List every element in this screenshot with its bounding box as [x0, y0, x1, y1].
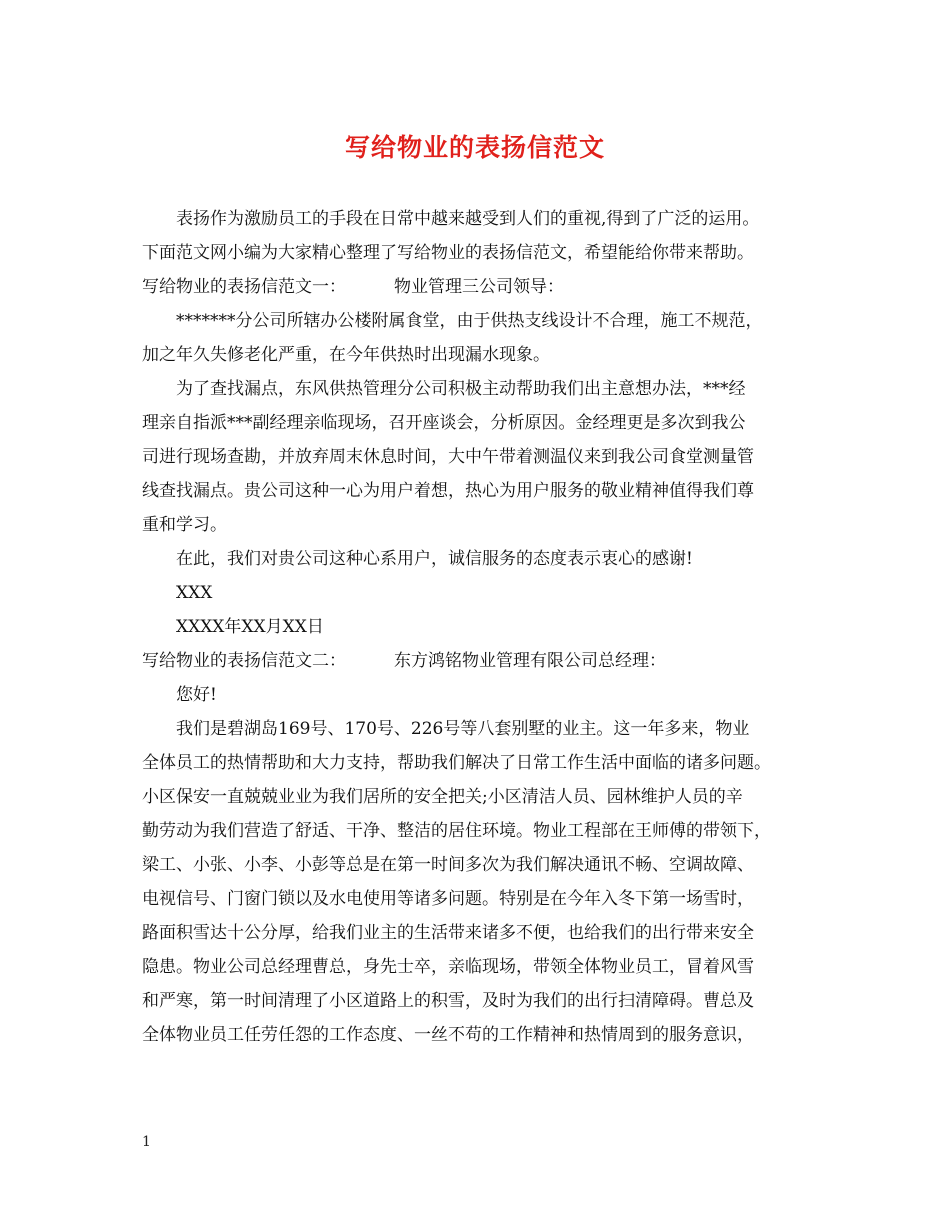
paragraph-line: 路面积雪达十公分厚，给我们业主的生活带来诸多不便，也给我们的出行带来安全 — [142, 923, 754, 943]
document-body — [142, 202, 832, 1052]
paragraph-line: 隐患。物业公司总经理曹总，身先士卒，亲临现场，带领全体物业员工，冒着风雪 — [142, 957, 754, 977]
section-heading-line — [142, 644, 832, 678]
paragraph-line: 全体员工的热情帮助和大力支持，帮助我们解决了日常工作生活中面临的诸多问题。 — [142, 753, 771, 773]
paragraph-line: *******分公司所辖办公楼附属食堂，由于供热支线设计不合理，施工不规范， — [176, 311, 763, 331]
paragraph-line: 司进行现场查勘，并放弃周末休息时间，大中午带着测温仪来到我公司食堂测量管 — [142, 447, 754, 467]
section-heading-line — [142, 270, 832, 304]
paragraph-line: 在此，我们对贵公司这种心系用户，诚信服务的态度表示衷心的感谢! — [176, 549, 693, 569]
paragraph-line: 为了查找漏点，东风供热管理分公司积极主动帮助我们出主意想办法，***经 — [176, 379, 746, 399]
signature-date: XXXX年XX月XX日 — [176, 617, 324, 637]
paragraph-line: 下面范文网小编为大家精心整理了写给物业的表扬信范文，希望能给你带来帮助。 — [142, 243, 754, 263]
paragraph-line: 重和学习。 — [142, 515, 227, 535]
paragraph-line: 加之年久失修老化严重，在今年供热时出现漏水现象。 — [142, 345, 550, 365]
paragraph-line: 全体物业员工任劳任怨的工作态度、一丝不苟的工作精神和热情周到的服务意识， — [142, 1025, 754, 1045]
paragraph-line: 线查找漏点。贵公司这种一心为用户着想，热心为用户服务的敬业精神值得我们尊 — [142, 481, 754, 501]
paragraph-line: 勤劳动为我们营造了舒适、干净、整洁的居住环境。物业工程部在王师傅的带领下， — [142, 821, 771, 841]
section-heading: 写给物业的表扬信范文一： — [142, 277, 346, 297]
paragraph-line: 小区保安一直兢兢业业为我们居所的安全把关;小区清洁人员、园林维护人员的辛 — [142, 787, 743, 807]
paragraph-line: 电视信号、门窗门锁以及水电使用等诸多问题。特别是在今年入冬下第一场雪时， — [142, 889, 754, 909]
paragraph-line: 理亲自指派***副经理亲临现场，召开座谈会，分析原因。金经理更是多次到我公 — [142, 413, 746, 433]
document-title: 写给物业的表扬信范文 — [344, 133, 605, 162]
paragraph-line: 表扬作为激励员工的手段在日常中越来越受到人们的重视,得到了广泛的运用。 — [176, 209, 760, 229]
paragraph-line: 我们是碧湖岛169号、170号、226号等八套别墅的业主。这一年多来，物业 — [176, 719, 750, 739]
salutation: 东方鸿铭物业管理有限公司总经理： — [394, 651, 666, 671]
paragraph-line: 和严寒，第一时间清理了小区道路上的积雪，及时为我们的出行扫清障碍。曹总及 — [142, 991, 754, 1011]
section-heading: 写给物业的表扬信范文二： — [142, 651, 346, 671]
page-number: 1 — [142, 1134, 151, 1150]
greeting-line: 您好! — [176, 685, 217, 705]
salutation: 物业管理三公司领导： — [394, 277, 564, 297]
paragraph-line: 梁工、小张、小李、小彭等总是在第一时间多次为我们解决通讯不畅、空调故障、 — [142, 855, 754, 875]
signature-name: XXX — [176, 583, 213, 603]
